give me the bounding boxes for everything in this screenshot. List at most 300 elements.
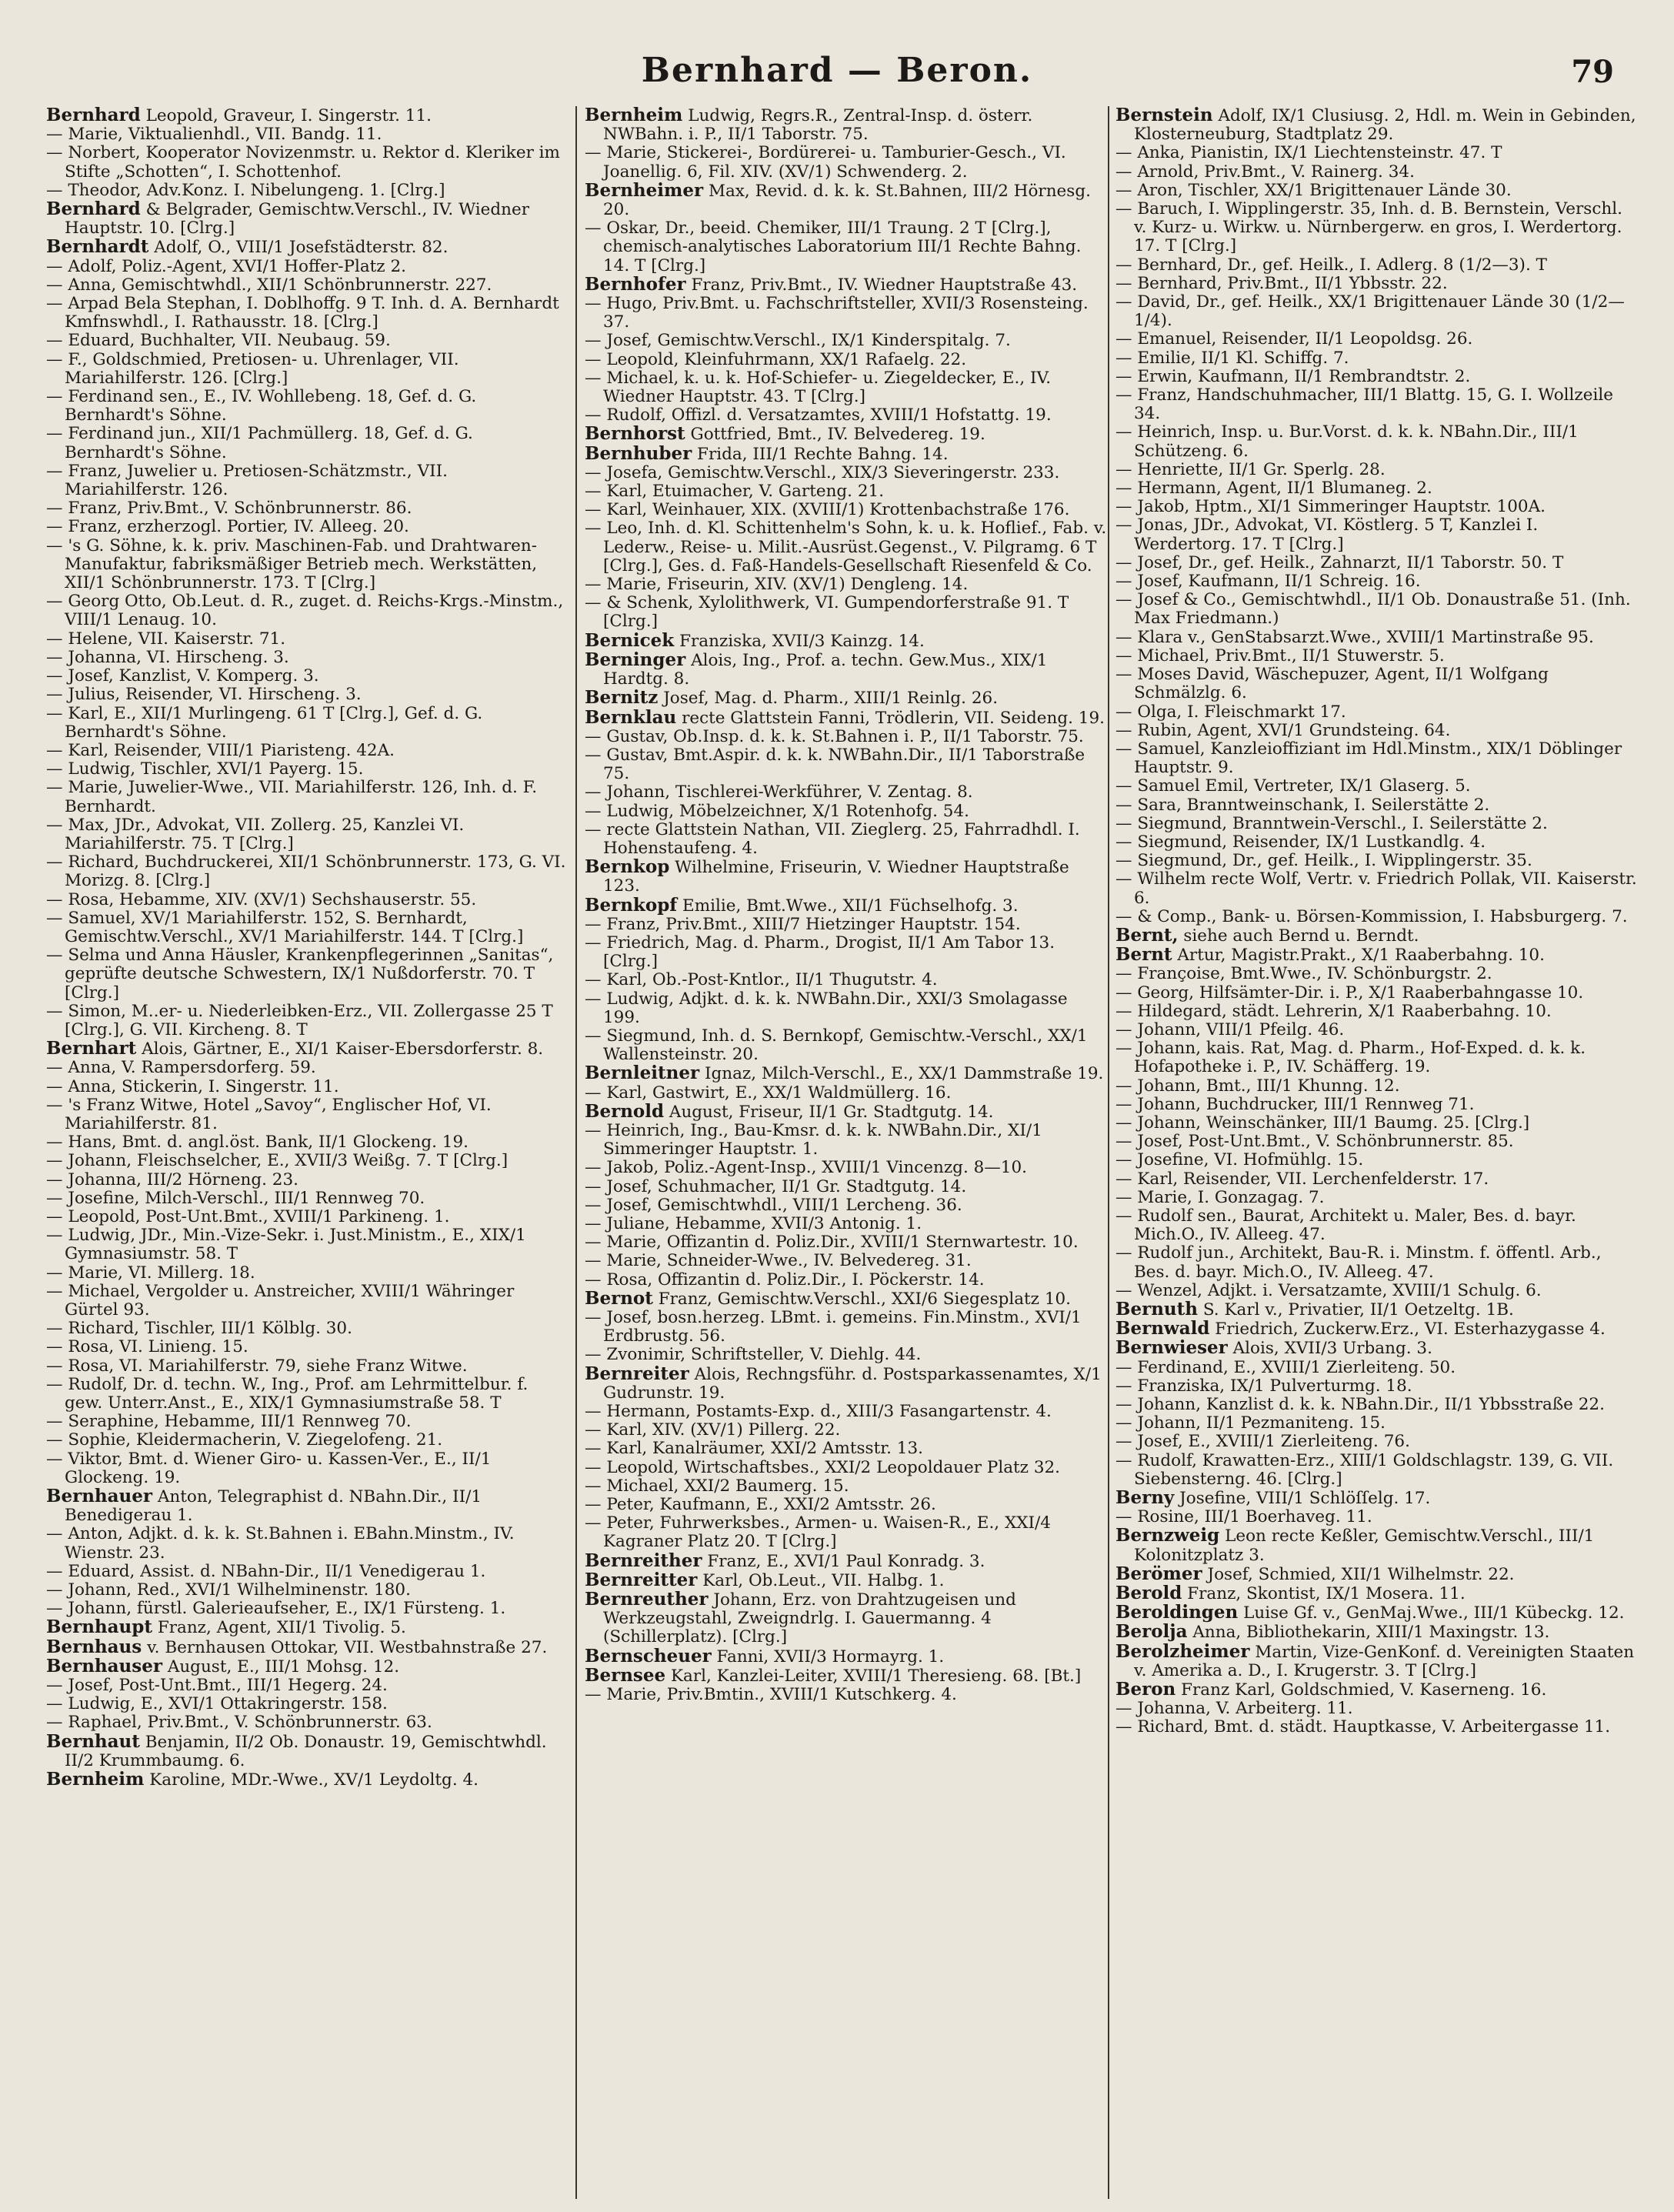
directory-entry: [1115, 740, 1639, 777]
directory-entry: [46, 891, 569, 909]
entry-text: Adolf, IX/1 Clusiusg. 2, Hdl. m. Wein in Gebinden, Klosterneuburg, Stadtplatz 29.: [1134, 106, 1636, 145]
entry-text: — Hermann, Agent, II/1 Blumaneg. 2.: [1115, 479, 1432, 499]
directory-entry: [1115, 1700, 1639, 1718]
entry-text: — Michael, XXI/2 Baumerg. 15.: [585, 1476, 849, 1496]
entry-text: — Jakob, Hptm., XI/1 Simmeringer Hauptstr. 100A.: [1115, 497, 1546, 517]
directory-entry: [585, 179, 1108, 220]
entry-text: — Max, JDr., Advokat, VII. Zollerg. 25, Kanzlei VI. Mariahilferstr. 75. T [Clrg.]: [46, 815, 465, 853]
directory-entry: [46, 1226, 569, 1263]
directory-entry: [1115, 1396, 1639, 1414]
entry-text: Ignaz, Milch-Verschl., E., XX/1 Dammstraße 19.: [704, 1064, 1104, 1084]
directory-entry: [46, 200, 569, 238]
entry-text: — Simon, M..er- u. Niederleibken-Erz., VII. Zollergasse 25 T [Clrg.], G. VII. Kircheng. 8. T: [46, 1001, 553, 1039]
entry-text: — Karl, Reisender, VII. Lerchenfelderstr. 17.: [1115, 1169, 1489, 1189]
entry-text: — Rosa, VI. Mariahilferstr. 79, siehe Franz Witwe.: [46, 1356, 468, 1376]
entry-surname: Bernhaut: [46, 1730, 140, 1752]
entry-text: Alois, XVII/3 Urbang. 3.: [1232, 1339, 1432, 1359]
directory-entry: [1115, 1170, 1639, 1189]
directory-entry: [585, 1365, 1108, 1403]
directory-entry: [1115, 908, 1639, 926]
directory-entry: [1115, 722, 1639, 740]
entry-text: — Richard, Bmt. d. städt. Hauptkasse, V. Arbeitergasse 11.: [1115, 1717, 1611, 1737]
directory-entry: [46, 351, 569, 388]
entry-text: Ludwig, Regrs.R., Zentral-Insp. d. österr. NWBahn. i. P., II/1 Taborstr. 75.: [603, 106, 1033, 145]
entry-text: — Ludwig, Möbelzeichner, X/1 Rotenhofg. 54.: [585, 801, 970, 821]
directory-entry: [585, 442, 1108, 464]
directory-entry: [46, 106, 569, 125]
directory-entry: [585, 1159, 1108, 1177]
entry-text: — Siegmund, Reisender, IX/1 Lustkandlg. 4.: [1115, 832, 1486, 852]
entry-surname: Bernold: [585, 1100, 665, 1122]
directory-entry: [46, 1320, 569, 1338]
entry-text: — Johann, Kanzlist d. k. k. NBahn.Dir., II/1 Ybbsstraße 22.: [1115, 1395, 1605, 1415]
entry-text: — Franz, Priv.Bmt., V. Schönbrunnerstr. 86.: [46, 499, 412, 519]
directory-entry: [1115, 1640, 1639, 1680]
entry-text: — Oskar, Dr., beeid. Chemiker, III/1 Traung. 2 T [Clrg.], chemisch-analytisches Laboratorium III/1 Rechte Bahng. 14. T [Clrg.]: [585, 219, 1082, 275]
directory-entry: [1115, 1114, 1639, 1133]
directory-entry: [46, 1171, 569, 1189]
directory-entry: [1115, 349, 1639, 368]
entry-text: — Bernhard, Priv.Bmt., II/1 Ybbsstr. 22.: [1115, 273, 1448, 293]
entry-text: — Hildegard, städt. Lehrerin, X/1 Raaberbahng. 10.: [1115, 1001, 1552, 1021]
entry-surname: Bernt,: [1115, 924, 1179, 946]
entry-text: — Anton, Adjkt. d. k. k. St.Bahnen i. EBahn.Minstm., IV. Wienstr. 23.: [46, 1524, 515, 1563]
entry-text: Franz, E., XVI/1 Paul Konradg. 3.: [707, 1551, 985, 1571]
directory-entry: [1115, 461, 1639, 479]
directory-entry: [46, 1078, 569, 1096]
entry-text: — Leopold, Wirtschaftsbes., XXI/2 Leopoldauer Platz 32.: [585, 1457, 1061, 1477]
entry-text: — Franz, Handschuhmacher, III/1 Blattg. 15, G. I. Wollzeile 34.: [1115, 385, 1613, 424]
directory-entry: [1115, 647, 1639, 666]
directory-entry: [46, 1713, 569, 1732]
entry-text: — Marie, Schneider-Wwe., IV. Belvedereg. 31.: [585, 1251, 972, 1271]
entry-text: — Jakob, Poliz.-Agent-Insp., XVIII/1 Vincenzg. 8—10.: [585, 1158, 1027, 1178]
entry-text: — Johanna, III/2 Hörneng. 23.: [46, 1169, 298, 1189]
directory-entry: [585, 896, 1108, 916]
entry-surname: Bernhard: [46, 106, 141, 125]
entry-text: Luise Gf. v., GenMaj.Wwe., III/1 Kübeckg. 12.: [1243, 1603, 1625, 1623]
directory-entry: [1115, 330, 1639, 349]
entry-text: Franz, Priv.Bmt., IV. Wiedner Hauptstraße 43.: [691, 275, 1078, 295]
entry-text: — Ludwig, Tischler, XVI/1 Payerg. 15.: [46, 759, 364, 779]
directory-entry: [585, 1064, 1108, 1083]
entry-text: — Siegmund, Branntwein-Verschl., I. Seilerstätte 2.: [1115, 813, 1548, 833]
directory-entry: [1115, 163, 1639, 182]
entry-text: — Josef, Kanzlist, V. Komperg. 3.: [46, 666, 319, 686]
entry-text: Alois, Ing., Prof. a. techn. Gew.Mus., XIX/1 Hardtg. 8.: [603, 650, 1048, 689]
directory-entry: [46, 518, 569, 536]
entry-surname: Bernhauser: [46, 1655, 162, 1677]
entry-text: Josef, Schmied, XII/1 Wilhelmstr. 22.: [1207, 1564, 1515, 1584]
directory-entry: [585, 1215, 1108, 1233]
directory-entry: [585, 746, 1108, 783]
entry-text: — Richard, Buchdruckerei, XII/1 Schönbrunnerstr. 173, G. VI. Morizg. 8. [Clrg.]: [46, 852, 566, 891]
directory-entry: [1115, 1282, 1639, 1300]
entry-text: — F., Goldschmied, Pretiosen- u. Uhrenlager, VII. Mariahilferstr. 126. [Clrg.]: [46, 349, 459, 388]
entry-text: Friedrich, Zuckerw.Erz., VI. Esterhazygasse 4.: [1215, 1320, 1606, 1340]
entry-text: — Moses David, Wäschepuzer, Agent, II/1 Wolfgang Schmälzlg. 6.: [1115, 665, 1549, 703]
entry-text: — Johann, Red., XVI/1 Wilhelminenstr. 180.: [46, 1580, 411, 1600]
entry-text: — Rubin, Agent, XVI/1 Grundsteing. 64.: [1115, 720, 1451, 740]
directory-entry: [46, 705, 569, 742]
directory-entry: [1115, 629, 1639, 647]
entry-text: — Anna, Gemischtwhdl., XII/1 Schönbrunnerstr. 227.: [46, 275, 492, 295]
entry-text: — 's G. Söhne, k. k. priv. Maschinen-Fab. und Drahtwaren-Manufaktur, fabriksmäßiger Betrieb mech. Werkstätten, XII/1 Schönbrunnerstr. 173. T [Clrg.]: [46, 535, 538, 593]
entry-text: — Karl, Reisender, VIII/1 Piaristeng. 42A.: [46, 740, 395, 760]
column-divider: [1108, 106, 1109, 2199]
directory-entry: [46, 182, 569, 200]
directory-entry: [46, 1096, 569, 1133]
entry-text: — Karl, Kanalräumer, XXI/2 Amtsstr. 13.: [585, 1439, 923, 1459]
entry-text: Anton, Telegraphist d. NBahn.Dir., II/1 Benedigerau 1.: [65, 1487, 482, 1526]
entry-text: — Seraphine, Hebamme, III/1 Rennweg 70.: [46, 1412, 412, 1432]
directory-entry: [585, 916, 1108, 934]
directory-entry: [585, 1252, 1108, 1270]
entry-surname: Bernhauer: [46, 1486, 153, 1507]
directory-entry: [46, 1730, 569, 1770]
entry-text: — Rosa, VI. Linieng. 15.: [46, 1337, 248, 1357]
entry-surname: Bernt: [1115, 944, 1172, 966]
entry-text: Leopold, Graveur, I. Singerstr. 11.: [145, 106, 432, 125]
entry-text: — Josef, Post-Unt.Bmt., V. Schönbrunnerstr. 85.: [1115, 1132, 1514, 1152]
entry-text: — Marie, Priv.Bmtin., XVIII/1 Kutschkerg. 4.: [585, 1685, 957, 1705]
entry-text: — Juliane, Hebamme, XVII/3 Antonig. 1.: [585, 1213, 922, 1233]
entry-text: — Michael, Priv.Bmt., II/1 Stuwerstr. 5.: [1115, 646, 1445, 666]
entry-surname: Bernreiter: [585, 1363, 689, 1384]
directory-entry: [585, 369, 1108, 406]
directory-entry: [1115, 1207, 1639, 1244]
directory-entry: [585, 106, 1108, 144]
entry-text: — Ludwig, JDr., Min.-Vize-Sekr. i. Just.Ministm., E., XIX/1 Gymnasiumstr. 58. T: [46, 1226, 526, 1264]
directory-entry: [585, 1477, 1108, 1496]
directory-entry: [1115, 965, 1639, 983]
directory-entry: [46, 276, 569, 295]
entry-text: — Samuel, XV/1 Mariahilferstr. 152, S. Bernhardt, Gemischtw.Verschl., XV/1 Mariahilferstr. 144. T [Clrg.]: [46, 908, 524, 946]
directory-entry: [585, 1122, 1108, 1159]
entry-text: — Samuel, Kanzleioffiziant im Hdl.Minstm., XIX/1 Döblinger Hauptstr. 9.: [1115, 739, 1622, 778]
directory-entry: [585, 1084, 1108, 1103]
directory-entry: [585, 1346, 1108, 1364]
directory-entry: [1115, 1003, 1639, 1021]
directory-entry: [1115, 1433, 1639, 1451]
directory-entry: [1115, 946, 1639, 965]
entry-surname: Bernstein: [1115, 106, 1213, 125]
entry-text: — Ferdinand jun., XII/1 Pachmüllerg. 18, Gef. d. G. Bernhardt's Söhne.: [46, 424, 473, 462]
directory-entry: [1115, 1320, 1639, 1339]
directory-entry: [46, 1189, 569, 1208]
directory-entry: [1115, 777, 1639, 796]
directory-entry: [1115, 479, 1639, 498]
directory-entry: [585, 594, 1108, 631]
entry-text: — Rudolf, Dr. d. techn. W., Ing., Prof. am Lehrmittelbur. f. gew. Unterr.Anst., E., XIX/1 Gymnasiumstraße 58. T: [46, 1374, 529, 1413]
entry-text: — Josef, Dr., gef. Heilk., Zahnarzt, II/1 Taborstr. 50. T: [1115, 552, 1564, 572]
entry-text: — Wenzel, Adjkt. i. Versatzamte, XVIII/1 Schulg. 6.: [1115, 1280, 1542, 1300]
entry-text: — Josef, Kaufmann, II/1 Schreig. 16.: [1115, 572, 1421, 592]
directory-entry: [46, 1431, 569, 1450]
directory-entry: [1115, 1300, 1639, 1320]
directory-entry: [1115, 516, 1639, 553]
entry-surname: Berolzheimer: [1115, 1640, 1250, 1662]
entry-text: Alois, Gärtner, E., XI/1 Kaiser-Ebersdorferstr. 8.: [142, 1039, 544, 1059]
entry-text: — recte Glattstein Nathan, VII. Zieglerg. 25, Fahrradhdl. I. Hohenstaufeng. 4.: [585, 819, 1080, 858]
directory-entry: [46, 1003, 569, 1039]
entry-text: — Arnold, Priv.Bmt., V. Rainerg. 34.: [1115, 162, 1415, 182]
entry-text: Josefine, VIII/1 Schlöſſelg. 17.: [1179, 1489, 1431, 1509]
directory-entry: [1115, 1718, 1639, 1737]
entry-text: Karl, Ob.Leut., VII. Halbg. 1.: [702, 1570, 945, 1590]
directory-entry: [585, 821, 1108, 858]
entry-surname: Bernzweig: [1115, 1525, 1220, 1546]
directory-entry: [1115, 182, 1639, 200]
entry-text: — Karl, Ob.-Post-Kntlor., II/1 Thugutstr. 4.: [585, 970, 938, 990]
entry-surname: Bernklau: [585, 706, 677, 728]
entry-text: — Michael, Vergolder u. Anstreicher, XVIII/1 Währinger Gürtel 93.: [46, 1281, 515, 1320]
entry-text: — Marie, Friseurin, XIV. (XV/1) Dengleng. 14.: [585, 575, 969, 595]
directory-entry: [1115, 1623, 1639, 1642]
directory-entry: [1115, 1133, 1639, 1151]
entry-text: — Karl, XIV. (XV/1) Pillerg. 22.: [585, 1420, 841, 1440]
entry-surname: Bernheim: [46, 1769, 145, 1790]
entry-text: — Karl, Gastwirt, E., XX/1 Waldmüllerg. 16.: [585, 1083, 952, 1103]
entry-text: — Josef, Gemischtw.Verschl., IX/1 Kinderspitalg. 7.: [585, 331, 1011, 351]
directory-entry: [46, 1376, 569, 1413]
directory-entry: [1115, 144, 1639, 162]
directory-entry: [585, 1100, 1108, 1122]
directory-entry: [585, 1440, 1108, 1458]
entry-text: — Julius, Reisender, VI. Hirscheng. 3.: [46, 685, 362, 705]
directory-entry: [46, 946, 569, 1003]
entry-text: — Friedrich, Mag. d. Pharm., Drogist, II/1 Am Tabor 13. [Clrg.]: [585, 933, 1055, 972]
entry-text: — Zvonimir, Schriftsteller, V. Diehlg. 44.: [585, 1345, 922, 1365]
column-middle: [585, 106, 1108, 2199]
directory-entry: [585, 1571, 1108, 1590]
entry-text: Franz, Agent, XII/1 Tivolig. 5.: [157, 1618, 406, 1638]
entry-surname: Bernreither: [585, 1550, 702, 1571]
entry-text: v. Bernhausen Ottokar, VII. Westbahnstraße 27.: [147, 1637, 548, 1657]
directory-entry: [585, 1664, 1108, 1686]
entry-text: — Erwin, Kaufmann, II/1 Rembrandtstr. 2.: [1115, 366, 1471, 386]
directory-entry: [46, 686, 569, 704]
directory-entry: [1115, 815, 1639, 833]
directory-entry: [1115, 498, 1639, 516]
entry-text: — 's Franz Witwe, Hotel „Savoy“, Englischer Hof, VI. Mariahilferstr. 81.: [46, 1095, 492, 1133]
entry-text: — Theodor, Adv.Konz. I. Nibelungeng. 1. [Clrg.]: [46, 180, 445, 200]
entry-text: — Johann, II/1 Pezmaniteng. 15.: [1115, 1413, 1386, 1433]
directory-entry: [1115, 703, 1639, 722]
directory-entry: [46, 1618, 569, 1637]
entry-text: — Leopold, Post-Unt.Bmt., XVIII/1 Parkineng. 1.: [46, 1206, 450, 1226]
entry-text: — Leo, Inh. d. Kl. Schittenhelm's Sohn, k. u. k. Hoflief., Fab. v. Lederw., Reise- u. Milit.-Ausrüst.Gegenst., V. Pilgramg. 6 T [Clrg.], Ges. d. Faß-Handels-Gesellschaft Riesenfeld & Co.: [585, 519, 1107, 576]
entry-text: — Sara, Branntweinschank, I. Seilerstätte 2.: [1115, 795, 1490, 815]
entry-text: — Karl, Etuimacher, V. Garteng. 21.: [585, 482, 885, 502]
directory-entry: [1115, 256, 1639, 275]
entry-text: Benjamin, II/2 Ob. Donaustr. 19, Gemischtwhdl. II/2 Krummbaumg. 6.: [65, 1732, 547, 1770]
entry-text: — Johann, Tischlerei-Werkführer, V. Zentag. 8.: [585, 782, 973, 802]
directory-entry: [585, 275, 1108, 295]
directory-entry: [585, 1309, 1108, 1346]
directory-entry: [46, 144, 569, 181]
entry-text: — Marie, Juwelier-Wwe., VII. Mariahilferstr. 126, Inh. d. F. Bernhardt.: [46, 778, 538, 816]
directory-entry: [585, 425, 1108, 444]
directory-entry: [1115, 1603, 1639, 1623]
entry-text: — Anna, Stickerin, I. Singerstr. 11.: [46, 1076, 339, 1096]
entry-surname: Berninger: [585, 649, 686, 670]
directory-entry: [1115, 1526, 1639, 1564]
directory-entry: [1115, 386, 1639, 423]
directory-entry: [585, 689, 1108, 708]
entry-text: — Viktor, Bmt. d. Wiener Giro- u. Kassen-Ver., E., II/1 Glockeng. 19.: [46, 1449, 492, 1487]
entry-text: — David, Dr., gef. Heilk., XX/1 Brigittenauer Lände 30 (1/2—1/4).: [1115, 292, 1625, 331]
entry-text: — Rosine, III/1 Boerhaveg. 11.: [1115, 1507, 1372, 1527]
directory-entry: [585, 1027, 1108, 1064]
entry-text: — Richard, Tischler, III/1 Kölblg. 30.: [46, 1319, 352, 1339]
entry-text: — Gustav, Ob.Insp. d. k. k. St.Bahnen i. P., II/1 Taborstr. 75.: [585, 726, 1084, 746]
entry-text: & Belgrader, Gemischtw.Verschl., IV. Wiedner Hauptstr. 10. [Clrg.]: [65, 200, 530, 239]
directory-entry: [1115, 984, 1639, 1003]
directory-entry: [46, 332, 569, 350]
entry-surname: Berold: [1115, 1583, 1182, 1604]
directory-entry: [46, 592, 569, 629]
directory-entry: [46, 853, 569, 890]
entry-text: Gottfried, Bmt., IV. Belvedereg. 19.: [690, 425, 985, 445]
entry-text: Josef, Mag. d. Pharm., XIII/1 Reinlg. 26.: [663, 689, 999, 709]
entry-text: Johann, Erz. von Drahtzugeisen und Werkzeugstahl, Zweigndrlg. I. Gauermanng. 4 (Schillerplatz). [Clrg.]: [603, 1590, 1016, 1647]
directory-entry: [46, 499, 569, 518]
entry-text: Martin, Vize-GenKonf. d. Vereinigten Staaten v. Amerika a. D., I. Krugerstr. 3. T [Clrg.]: [1134, 1642, 1635, 1680]
entry-surname: Bernhaus: [46, 1636, 142, 1657]
entry-text: — Rudolf jun., Architekt, Bau-R. i. Minstm. f. öffentl. Arb., Bes. d. bayr. Mich.O., IV. Alleeg. 47.: [1115, 1243, 1602, 1282]
entry-text: — Marie, Viktualienhdl., VII. Bandg. 11.: [46, 125, 382, 145]
entry-text: — Marie, Stickerei-, Bordürerei- u. Tamburier-Gesch., VI. Joanellig. 6, Fil. XIV. (XV/1) Schwenderg. 2.: [585, 143, 1066, 182]
entry-text: recte Glattstein Fanni, Trödlerin, VII. Seideng. 19.: [682, 708, 1105, 728]
directory-entry: [585, 1233, 1108, 1252]
column-right: [1115, 106, 1639, 2199]
directory-entry: [46, 1600, 569, 1618]
entry-text: — Leopold, Kleinfuhrmann, XX/1 Rafaelg. 22.: [585, 349, 967, 369]
entry-text: — Wilhelm recte Wolf, Vertr. v. Friedrich Pollak, VII. Kaiserstr. 6.: [1115, 869, 1637, 908]
page-number: 79: [1571, 54, 1614, 90]
directory-entry: [46, 1283, 569, 1320]
entry-text: — Johann, fürstl. Galerieaufseher, E., IX/1 Fürsteng. 1.: [46, 1599, 506, 1619]
entry-text: — Franziska, IX/1 Pulverturmg. 18.: [1115, 1376, 1412, 1396]
directory-entry: [585, 1289, 1108, 1309]
entry-text: — Josef, E., XVIII/1 Zierleiteng. 76.: [1115, 1432, 1410, 1452]
directory-entry: [46, 1039, 569, 1059]
entry-surname: Berömer: [1115, 1563, 1202, 1584]
entry-surname: Bernkop: [585, 856, 670, 878]
entry-surname: Beroldingen: [1115, 1602, 1239, 1623]
directory-entry: [585, 1178, 1108, 1196]
directory-entry: [46, 1338, 569, 1356]
directory-entry: [46, 649, 569, 667]
entry-surname: Berolja: [1115, 1621, 1188, 1643]
entry-surname: Bernheimer: [585, 179, 704, 201]
directory-entry: [1115, 200, 1639, 256]
entry-text: — Josefine, VI. Hofmühlg. 15.: [1115, 1150, 1364, 1170]
entry-surname: Bernheim: [585, 106, 683, 125]
directory-entry: [46, 779, 569, 816]
directory-entry: [585, 1459, 1108, 1477]
entry-text: — Josef, bosn.herzeg. LBmt. i. gemeins. Fin.Minstm., XVI/1 Erdbrustg. 56.: [585, 1308, 1082, 1346]
entry-text: — Ludwig, Adjkt. d. k. k. NWBahn.Dir., XXI/3 Smolagasse 199.: [585, 989, 1068, 1027]
directory-entry: [585, 351, 1108, 369]
entry-surname: Bernot: [585, 1287, 653, 1309]
directory-entry: [1115, 1189, 1639, 1207]
entry-text: — Rudolf, Offizl. d. Versatzamtes, XVIII/1 Hofstattg. 19.: [585, 405, 1052, 425]
directory-entry: [585, 144, 1108, 181]
directory-entry: [1115, 1508, 1639, 1526]
entry-text: — Anka, Pianistin, IX/1 Liechtensteinstr. 47. T: [1115, 143, 1502, 163]
entry-surname: Bernhorst: [585, 423, 685, 445]
entry-text: — Selma und Anna Häusler, Krankenpflegerinnen „Sanitas“, geprüfte deutsche Schwestern, IX/1 Nußdorferstr. 70. T [Clrg.]: [46, 946, 554, 1003]
directory-entry: [46, 909, 569, 946]
directory-entry: [1115, 106, 1639, 144]
directory-entry: [1115, 275, 1639, 293]
entry-text: — Olga, I. Fleischmarkt 17.: [1115, 702, 1346, 722]
entry-text: — Rudolf, Krawatten-Erz., XIII/1 Goldschlagstr. 139, G. VII. Siebensterng. 46. [Clrg.]: [1115, 1450, 1614, 1489]
directory-entry: [46, 462, 569, 499]
entry-text: Frida, III/1 Rechte Bahng. 14.: [697, 444, 949, 464]
entry-text: — Johann, kais. Rat, Mag. d. Pharm., Hof-Exped. d. k. k. Hofapotheke i. P., IV. Schäfferg. 19.: [1115, 1039, 1586, 1077]
entry-text: — Baruch, I. Wipplingerstr. 35, Inh. d. B. Bernstein, Verschl. v. Kurz- u. Wirkw. u. Nürnbergerw. en gros, I. Werdertorg. 17. T [Clrg.]: [1115, 199, 1622, 256]
directory-entry: [1115, 1680, 1639, 1700]
directory-entry: [585, 783, 1108, 802]
directory-entry: [46, 1770, 569, 1790]
entry-text: siehe auch Bernd u. Berndt.: [1183, 926, 1419, 946]
entry-text: — Franz, erzherzogl. Portier, IV. Alleeg. 20.: [46, 517, 409, 537]
directory-entry: [585, 802, 1108, 821]
directory-entry: [46, 1059, 569, 1077]
directory-entry: [585, 651, 1108, 689]
entry-text: — Heinrich, Ing., Bau-Kmsr. d. k. k. NWBahn.Dir., XI/1 Simmeringer Hauptstr. 1.: [585, 1120, 1042, 1159]
entry-text: — Josef & Co., Gemischtwhdl., II/1 Ob. Donaustraße 51. (Inh. Max Friedmann.): [1115, 590, 1631, 629]
directory-entry: [585, 934, 1108, 971]
entry-text: — Marie, I. Gonzagag. 7.: [1115, 1187, 1325, 1207]
directory-entry: [46, 125, 569, 144]
entry-text: — Rosa, Hebamme, XIV. (XV/1) Sechshauserstr. 55.: [46, 889, 477, 909]
directory-entry: [585, 482, 1108, 501]
entry-text: — Hermann, Postamts-Exp. d., XIII/3 Fasangartenstr. 4.: [585, 1402, 1052, 1422]
directory-entry: [585, 1496, 1108, 1514]
entry-text: — Anna, V. Rampersdorferg. 59.: [46, 1058, 316, 1078]
entry-text: — Arpad Bela Stephan, I. Doblhoffg. 9 T. Inh. d. A. Bernhardt Kmfnswhdl., I. Rathausstr. 18. [Clrg.]: [46, 294, 559, 332]
entry-text: — Ludwig, E., XVI/1 Ottakringerstr. 158.: [46, 1694, 388, 1714]
entry-surname: Bernhardt: [46, 236, 149, 258]
entry-text: — Françoise, Bmt.Wwe., IV. Schönburgstr. 2.: [1115, 964, 1492, 984]
entry-text: — Hans, Bmt. d. angl.öst. Bank, II/1 Glockeng. 19.: [46, 1133, 469, 1153]
directory-entry: [585, 219, 1108, 275]
entry-text: — Siegmund, Inh. d. S. Bernkopf, Gemischtw.-Verschl., XX/1 Wallensteinstr. 20.: [585, 1026, 1088, 1065]
directory-entry: [46, 667, 569, 686]
directory-entry: [1115, 1584, 1639, 1603]
directory-entry: [1115, 1565, 1639, 1584]
directory-entry: [46, 1152, 569, 1170]
entry-text: Wilhelmine, Friseurin, V. Wiedner Hauptstraße 123.: [603, 858, 1069, 896]
directory-entry: [46, 1413, 569, 1431]
directory-entry: [46, 760, 569, 779]
directory-entry: [46, 1695, 569, 1713]
entry-text: — Josef, Gemischtwhdl., VIII/1 Lercheng. 36.: [585, 1195, 962, 1215]
entry-text: Adolf, O., VIII/1 Josefstädterstr. 82.: [154, 238, 449, 258]
entry-surname: Bernreuther: [585, 1589, 709, 1610]
entry-text: — Helene, VII. Kaiserstr. 71.: [46, 629, 286, 649]
entry-surname: Bernreitter: [585, 1569, 698, 1590]
directory-entry: [585, 1647, 1108, 1667]
entry-text: — Georg, Hilfsämter-Dir. i. P., X/1 Raaberbahngasse 10.: [1115, 983, 1584, 1003]
entry-text: — Karl, Weinhauer, XIX. (XVIII/1) Krottenbachstraße 176.: [585, 500, 1070, 520]
entry-text: S. Karl v., Privatier, II/1 Oetzeltg. 1B.: [1202, 1300, 1514, 1320]
directory-entry: [46, 1208, 569, 1226]
